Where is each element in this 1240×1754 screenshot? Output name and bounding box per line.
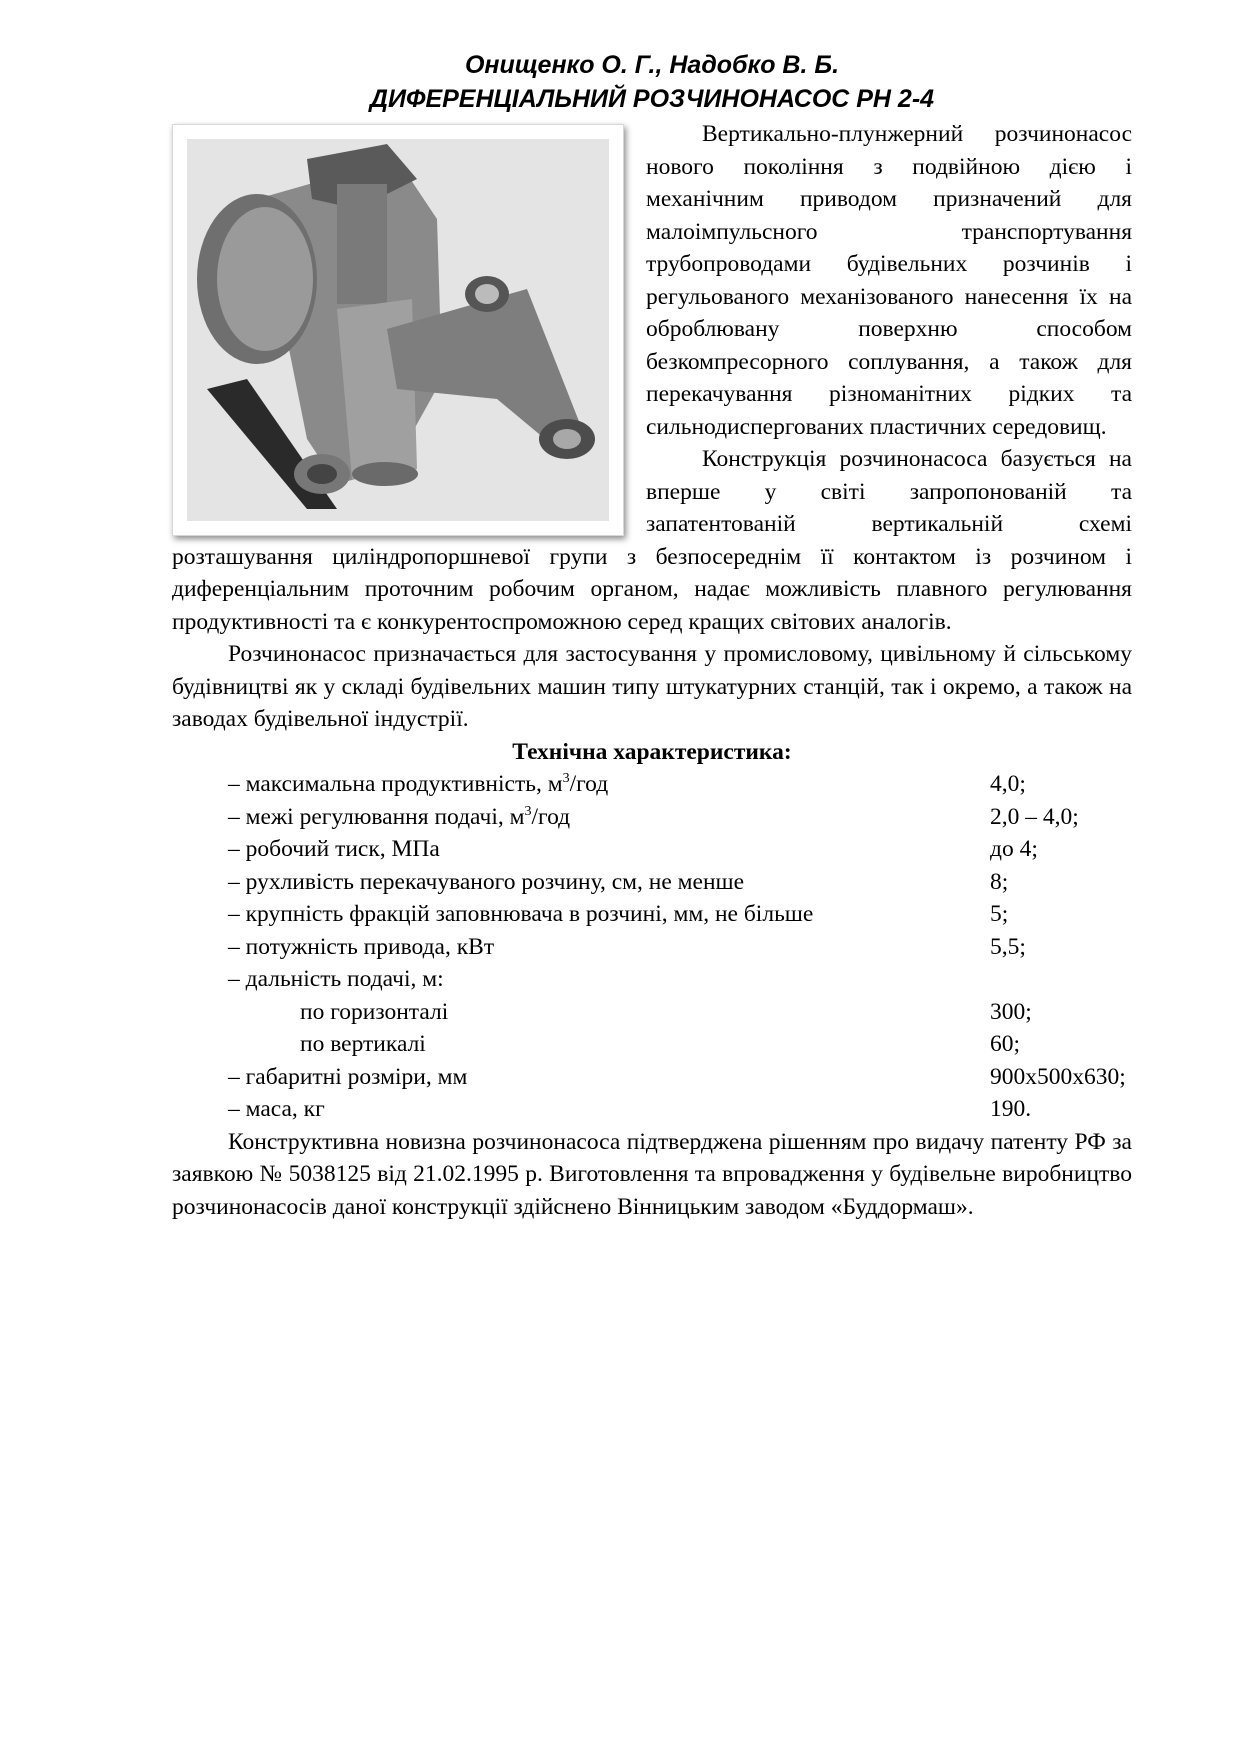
spec-name xyxy=(228,996,990,1029)
paragraph-application: Розчинонасос призначається для застосування у промисловому, цивільному й сільському будівництві як у складі будівельних машин типу штукатурних станцій, так і окремо, а також на заводах будівельної індустрії. xyxy=(172,641,1132,732)
spec-name xyxy=(228,866,990,899)
document-page xyxy=(172,48,1132,1223)
spec-unit-suffix: /год xyxy=(569,771,609,797)
spec-name-text: по вертикалі xyxy=(300,1031,426,1057)
spec-row xyxy=(228,1028,1126,1061)
paragraph-patent: Конструктивна новизна розчинонасоса підтверджена рішенням про видачу патенту РФ за заявкою № 5038125 від 21.02.1995 р. Виготовлення та впровадження у будівельне виробництво розчинонасосів даної конструкції здійснено Вінницьким заводом «Буддормаш». xyxy=(172,1128,1132,1220)
spec-row xyxy=(228,996,1126,1029)
spec-name-text: – габаритні розміри, мм xyxy=(228,1063,468,1090)
spec-row xyxy=(228,768,1126,801)
spec-name xyxy=(228,898,990,931)
spec-value: 190. xyxy=(990,1096,1032,1122)
spec-row xyxy=(228,866,1126,899)
spec-value: 5,5; xyxy=(990,933,1026,960)
spec-value: 900х500х630; xyxy=(990,1063,1126,1090)
spec-value: 2,0 – 4,0; xyxy=(990,803,1079,830)
spec-value: до 4; xyxy=(990,836,1038,862)
spec-name-text: – рухливість перекачуваного розчину, см, не менше xyxy=(228,868,745,895)
spec-name-text: – максимальна продуктивність, м xyxy=(228,771,563,797)
spec-value: 60; xyxy=(990,1031,1021,1057)
specs-heading: Технічна характеристика: xyxy=(512,738,792,765)
spec-name xyxy=(228,1061,990,1094)
document-title: ДИФЕРЕНЦІАЛЬНИЙ РОЗЧИНОНАСОС РН 2-4 xyxy=(369,85,935,113)
spec-name-text: по горизонталі xyxy=(300,998,449,1025)
spec-row xyxy=(228,1061,1126,1094)
spec-name xyxy=(228,833,990,866)
spec-name-text: – потужність привода, кВт xyxy=(228,933,495,960)
spec-name xyxy=(228,963,990,996)
spec-name xyxy=(228,801,990,834)
spec-row xyxy=(228,833,1126,866)
spec-name xyxy=(228,1028,990,1061)
spec-value: 4,0; xyxy=(990,771,1026,797)
spec-name-text: – межі регулювання подачі, м xyxy=(228,803,525,830)
spec-unit-suffix: /год xyxy=(531,803,571,830)
spec-name-text: – дальність подачі, м: xyxy=(228,966,444,992)
spec-name-text: – крупність фракцій заповнювача в розчині, мм, не більше xyxy=(228,901,814,927)
authors: Онищенко О. Г., Надобко В. Б. xyxy=(464,51,840,79)
spec-name-text: – маса, кг xyxy=(228,1096,325,1122)
spec-name-text: – робочий тиск, МПа xyxy=(228,836,440,862)
document-body xyxy=(172,118,1132,1223)
specs-table xyxy=(228,768,1126,1126)
paragraph-design: Конструкція розчинонасоса базується на вперше у світі запропонованій та запатентованій вертикальній схемі розташування циліндропоршневої групи з безпосереднім її контактом із розчином і диференціальним проточним робочим органом, надає можливість плавного регулювання продуктивності та є конкурентоспроможною серед кращих світових аналогів. xyxy=(172,446,1132,635)
pump-photo xyxy=(172,124,624,536)
spec-name xyxy=(228,1093,990,1126)
spec-row xyxy=(228,931,1126,964)
spec-unit-superscript: 3 xyxy=(562,771,570,787)
spec-name xyxy=(228,931,990,964)
spec-row xyxy=(228,801,1126,834)
spec-value: 8; xyxy=(990,868,1009,895)
spec-row xyxy=(228,898,1126,931)
spec-value xyxy=(990,963,1126,996)
spec-row xyxy=(228,963,1126,996)
pump-illustration xyxy=(187,139,609,521)
spec-row xyxy=(228,1093,1126,1126)
paragraph-purpose: Вертикально-плунжерний розчинонасос нового покоління з подвійною дією і механічним приводом призначений для малоімпульсного транспортування трубопроводами будівельних розчинів і регульованого механізованого нанесення їх на оброблювану поверхню способом безкомпресорного соплування, а також для перекачування різноманітних рідких та сильнодиспергованих пластичних середовищ. xyxy=(646,121,1132,440)
spec-unit-superscript: 3 xyxy=(524,803,532,819)
spec-value: 300; xyxy=(990,998,1032,1025)
spec-name xyxy=(228,768,990,801)
spec-value: 5; xyxy=(990,901,1009,927)
